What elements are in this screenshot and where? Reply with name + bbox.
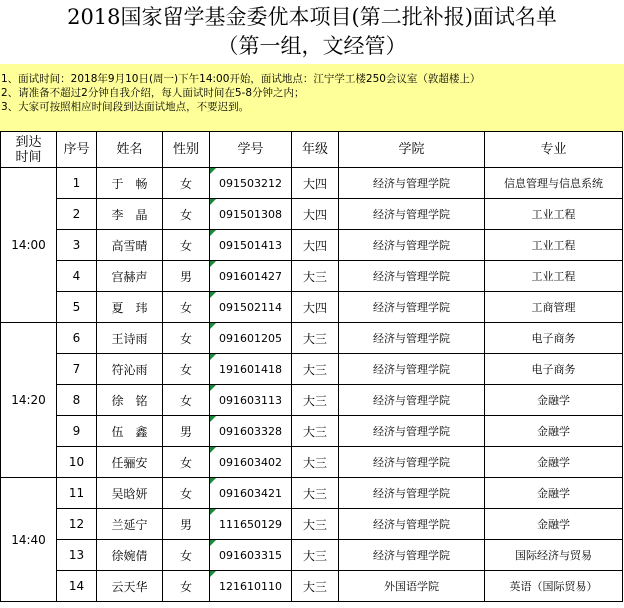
row-major: 电子商务 — [485, 354, 623, 385]
row-name: 夏 玮 — [97, 292, 163, 323]
header-name: 姓名 — [97, 132, 163, 168]
table-row — [1, 571, 623, 602]
row-student-id: 111650129 — [210, 509, 292, 540]
table-row — [1, 416, 623, 447]
row-gender: 男 — [163, 261, 210, 292]
table-row — [1, 292, 623, 323]
table-row — [1, 230, 623, 261]
row-seq: 12 — [57, 509, 97, 540]
row-name: 兰延宁 — [97, 509, 163, 540]
row-name: 高雪晴 — [97, 230, 163, 261]
row-name: 徐婉倩 — [97, 540, 163, 571]
row-seq: 7 — [57, 354, 97, 385]
row-major: 金融学 — [485, 447, 623, 478]
row-name: 云天华 — [97, 571, 163, 602]
table-row — [1, 509, 623, 540]
row-grade: 大三 — [292, 571, 339, 602]
row-name: 符沁雨 — [97, 354, 163, 385]
row-name: 宫赫声 — [97, 261, 163, 292]
document-subtitle: （第一组，文经管） — [217, 34, 407, 58]
header-gender: 性别 — [163, 132, 210, 168]
row-grade: 大四 — [292, 292, 339, 323]
row-student-id: 091601205 — [210, 323, 292, 354]
row-gender: 女 — [163, 354, 210, 385]
row-gender: 男 — [163, 416, 210, 447]
row-student-id: 091603421 — [210, 478, 292, 509]
table-row — [1, 447, 623, 478]
row-student-id: 091601427 — [210, 261, 292, 292]
row-grade: 大三 — [292, 478, 339, 509]
row-seq: 11 — [57, 478, 97, 509]
row-seq: 4 — [57, 261, 97, 292]
row-gender: 女 — [163, 540, 210, 571]
row-seq: 6 — [57, 323, 97, 354]
row-name: 徐 铭 — [97, 385, 163, 416]
row-grade: 大三 — [292, 354, 339, 385]
row-major: 金融学 — [485, 509, 623, 540]
row-major: 工业工程 — [485, 199, 623, 230]
row-seq: 14 — [57, 571, 97, 602]
row-grade: 大四 — [292, 230, 339, 261]
row-major: 金融学 — [485, 416, 623, 447]
row-department: 经济与管理学院 — [339, 385, 485, 416]
row-grade: 大四 — [292, 199, 339, 230]
row-seq: 8 — [57, 385, 97, 416]
row-student-id: 191601418 — [210, 354, 292, 385]
row-department: 经济与管理学院 — [339, 416, 485, 447]
row-department: 外国语学院 — [339, 571, 485, 602]
row-name: 伍 鑫 — [97, 416, 163, 447]
row-student-id: 091502114 — [210, 292, 292, 323]
row-seq: 1 — [57, 168, 97, 199]
row-major: 电子商务 — [485, 323, 623, 354]
row-major: 工业工程 — [485, 230, 623, 261]
row-grade: 大三 — [292, 447, 339, 478]
row-gender: 女 — [163, 478, 210, 509]
row-student-id: 091603402 — [210, 447, 292, 478]
row-grade: 大四 — [292, 168, 339, 199]
header-student-id: 学号 — [210, 132, 292, 168]
row-seq: 5 — [57, 292, 97, 323]
row-grade: 大三 — [292, 416, 339, 447]
table-row — [1, 540, 623, 571]
row-student-id: 091603328 — [210, 416, 292, 447]
row-major: 工商管理 — [485, 292, 623, 323]
header-department: 学院 — [339, 132, 485, 168]
row-gender: 女 — [163, 199, 210, 230]
row-gender: 男 — [163, 509, 210, 540]
row-department: 经济与管理学院 — [339, 230, 485, 261]
row-grade: 大三 — [292, 261, 339, 292]
row-grade: 大三 — [292, 385, 339, 416]
row-department: 经济与管理学院 — [339, 354, 485, 385]
row-seq: 3 — [57, 230, 97, 261]
row-department: 经济与管理学院 — [339, 199, 485, 230]
row-grade: 大三 — [292, 323, 339, 354]
document-title: 2018国家留学基金委优本项目(第二批补报)面试名单 — [67, 5, 557, 29]
row-seq: 10 — [57, 447, 97, 478]
row-student-id: 091603315 — [210, 540, 292, 571]
row-student-id: 091501413 — [210, 230, 292, 261]
row-department: 经济与管理学院 — [339, 323, 485, 354]
row-major: 金融学 — [485, 385, 623, 416]
row-major: 工业工程 — [485, 261, 623, 292]
row-major: 国际经济与贸易 — [485, 540, 623, 571]
row-department: 经济与管理学院 — [339, 447, 485, 478]
row-seq: 2 — [57, 199, 97, 230]
row-grade: 大三 — [292, 540, 339, 571]
table-row — [1, 323, 623, 354]
row-major: 英语（国际贸易） — [485, 571, 623, 602]
row-student-id: 091501308 — [210, 199, 292, 230]
table-row — [1, 385, 623, 416]
row-seq: 13 — [57, 540, 97, 571]
arrival-time-cell: 14:20 — [1, 323, 57, 478]
row-gender: 女 — [163, 447, 210, 478]
note-line: 2、请准备不超过2分钟自我介绍，每人面试时间在5-8分钟之内； — [1, 87, 305, 99]
header-grade: 年级 — [292, 132, 339, 168]
table-row — [1, 261, 623, 292]
note-line: 1、面试时间：2018年9月10日(周一)下午14:00开始，面试地点：江宁学工楼250会议室（敦超楼上） — [1, 73, 481, 85]
table-row — [1, 168, 623, 199]
row-department: 经济与管理学院 — [339, 292, 485, 323]
row-student-id: 091503212 — [210, 168, 292, 199]
header-major: 专业 — [485, 132, 623, 168]
row-department: 经济与管理学院 — [339, 168, 485, 199]
row-grade: 大三 — [292, 509, 339, 540]
row-gender: 女 — [163, 292, 210, 323]
table-row — [1, 354, 623, 385]
table-body — [1, 168, 623, 602]
row-name: 于 畅 — [97, 168, 163, 199]
arrival-time-cell: 14:00 — [1, 168, 57, 323]
row-name: 吴晗妍 — [97, 478, 163, 509]
row-department: 经济与管理学院 — [339, 478, 485, 509]
row-seq: 9 — [57, 416, 97, 447]
table-row — [1, 478, 623, 509]
header-arrival-time: 到达 时间 — [1, 132, 57, 168]
row-department: 经济与管理学院 — [339, 540, 485, 571]
row-major: 金融学 — [485, 478, 623, 509]
row-gender: 女 — [163, 385, 210, 416]
row-name: 王诗雨 — [97, 323, 163, 354]
row-major: 信息管理与信息系统 — [485, 168, 623, 199]
table-row — [1, 199, 623, 230]
row-gender: 女 — [163, 168, 210, 199]
row-student-id: 091603113 — [210, 385, 292, 416]
row-name: 任骊安 — [97, 447, 163, 478]
interview-table — [0, 131, 623, 602]
row-gender: 女 — [163, 230, 210, 261]
header-seq: 序号 — [57, 132, 97, 168]
row-student-id: 121610110 — [210, 571, 292, 602]
arrival-time-cell: 14:40 — [1, 478, 57, 602]
note-line: 3、大家可按照相应时间段到达面试地点，不要迟到。 — [1, 101, 250, 113]
notes-box — [0, 64, 624, 131]
header-row — [1, 132, 623, 168]
row-name: 李 晶 — [97, 199, 163, 230]
row-gender: 女 — [163, 323, 210, 354]
row-department: 经济与管理学院 — [339, 509, 485, 540]
row-department: 经济与管理学院 — [339, 261, 485, 292]
row-gender: 女 — [163, 571, 210, 602]
